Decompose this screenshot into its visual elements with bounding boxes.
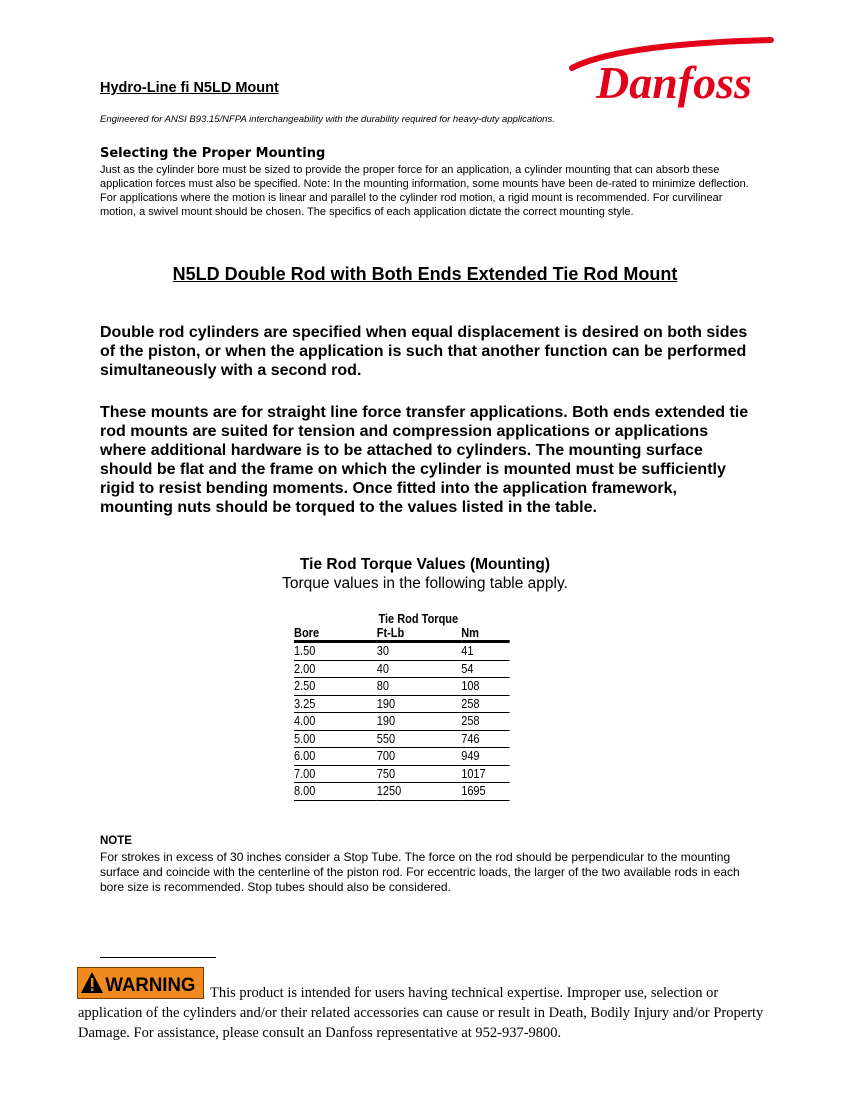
table-row	[294, 765, 510, 783]
cell-ft-lb: 190	[377, 713, 461, 731]
mounting-paragraph: These mounts are for straight line force transfer applications. Both ends extended tie rod mounts are suited for tension and compression applications or applications where additional hardware is to be attached to cylinders. The mounting surface should be flat and the frame on which the cylinder is mounted must be sufficiently rigid to resist bending moments. Once fitted into the application framework, mounting nuts should be torqued to the values listed in the table.	[100, 404, 749, 516]
table-row	[294, 713, 510, 731]
cell-nm: 1017	[461, 765, 509, 783]
cell-bore: 4.00	[294, 713, 377, 731]
cell-ft-lb: 550	[377, 730, 461, 748]
note-body: For strokes in excess of 30 inches consider a Stop Tube. The force on the rod should be perpendicular to the mounting surface and coincide with the centerline of the piston rod. For eccentric loads, the larger of the two available rods in each bore size is recommended. Stop tubes should also be considered.	[100, 850, 740, 894]
cell-ft-lb: 750	[377, 765, 461, 783]
cell-nm: 258	[461, 713, 509, 731]
table-group-header: Tie Rod Torque	[378, 611, 459, 626]
table-row	[294, 730, 510, 748]
danfoss-logo	[566, 28, 782, 114]
section-heading: Selecting the Proper Mounting	[100, 146, 326, 161]
cell-nm: 746	[461, 730, 509, 748]
table-row	[294, 748, 510, 766]
warning-text: This product is intended for users having technical expertise. Improper use, selection or application of the cylinders and/or their related accessories can cause or result in Death, Bodily Injury and/or Property Damage. For assistance, please consult an Danfoss representative at 952-937-9800.	[78, 985, 764, 1041]
cell-ft-lb: 30	[377, 642, 461, 661]
cell-bore: 8.00	[294, 783, 377, 801]
cell-bore: 5.00	[294, 730, 377, 748]
cell-bore: 3.25	[294, 695, 377, 713]
cell-nm: 41	[461, 642, 509, 661]
main-heading: N5LD Double Rod with Both Ends Extended Tie Rod Mount	[172, 264, 678, 284]
intro-paragraph: Double rod cylinders are specified when equal displacement is desired on both sides of the piston, or when the application is such that another function can be performed simultaneously with a second rod.	[100, 324, 748, 379]
table-header-spacer	[294, 611, 377, 626]
column-header-ft-lb: Ft-Lb	[377, 626, 461, 642]
column-header-nm: Nm	[461, 626, 509, 642]
table-subtitle: Torque values in the following table apply.	[282, 575, 568, 592]
note-title: NOTE	[100, 835, 132, 847]
table-row	[294, 678, 510, 696]
torque-table	[294, 611, 510, 801]
cell-nm: 108	[461, 678, 509, 696]
cell-ft-lb: 80	[377, 678, 461, 696]
cell-bore: 7.00	[294, 765, 377, 783]
tagline: Engineered for ANSI B93.15/NFPA interchangeability with the durability required for heavy-duty applications.	[100, 114, 555, 125]
cell-nm: 54	[461, 660, 509, 678]
cell-ft-lb: 1250	[377, 783, 461, 801]
table-row	[294, 660, 510, 678]
table-row	[294, 642, 510, 661]
cell-ft-lb: 40	[377, 660, 461, 678]
table-row	[294, 695, 510, 713]
table-row	[294, 783, 510, 801]
cell-ft-lb: 700	[377, 748, 461, 766]
cell-ft-lb: 190	[377, 695, 461, 713]
document-title: Hydro-Line fi N5LD Mount	[100, 80, 279, 96]
warning-label: WARNING	[105, 973, 196, 996]
cell-bore: 2.50	[294, 678, 377, 696]
svg-text:Danfoss: Danfoss	[596, 57, 752, 108]
cell-nm: 258	[461, 695, 509, 713]
footnote-divider	[100, 957, 216, 958]
table-title: Tie Rod Torque Values (Mounting)	[299, 556, 550, 573]
cell-nm: 1695	[461, 783, 509, 801]
cell-bore: 2.00	[294, 660, 377, 678]
column-header-bore: Bore	[294, 626, 377, 642]
cell-nm: 949	[461, 748, 509, 766]
cell-bore: 6.00	[294, 748, 377, 766]
section-body: Just as the cylinder bore must be sized to provide the proper force for an application, a cylinder mounting that can absorb these application forces must also be specified. Note: In the mounting information, some mounts have been de-rated to minimize deflection. For applications where the motion is linear and parallel to the cylinder rod motion, a rigid mount is recommended. For curvilinear motion, a swivel mount should be chosen. The specifics of each application dictate the correct mounting style.	[100, 164, 749, 218]
cell-bore: 1.50	[294, 642, 377, 661]
